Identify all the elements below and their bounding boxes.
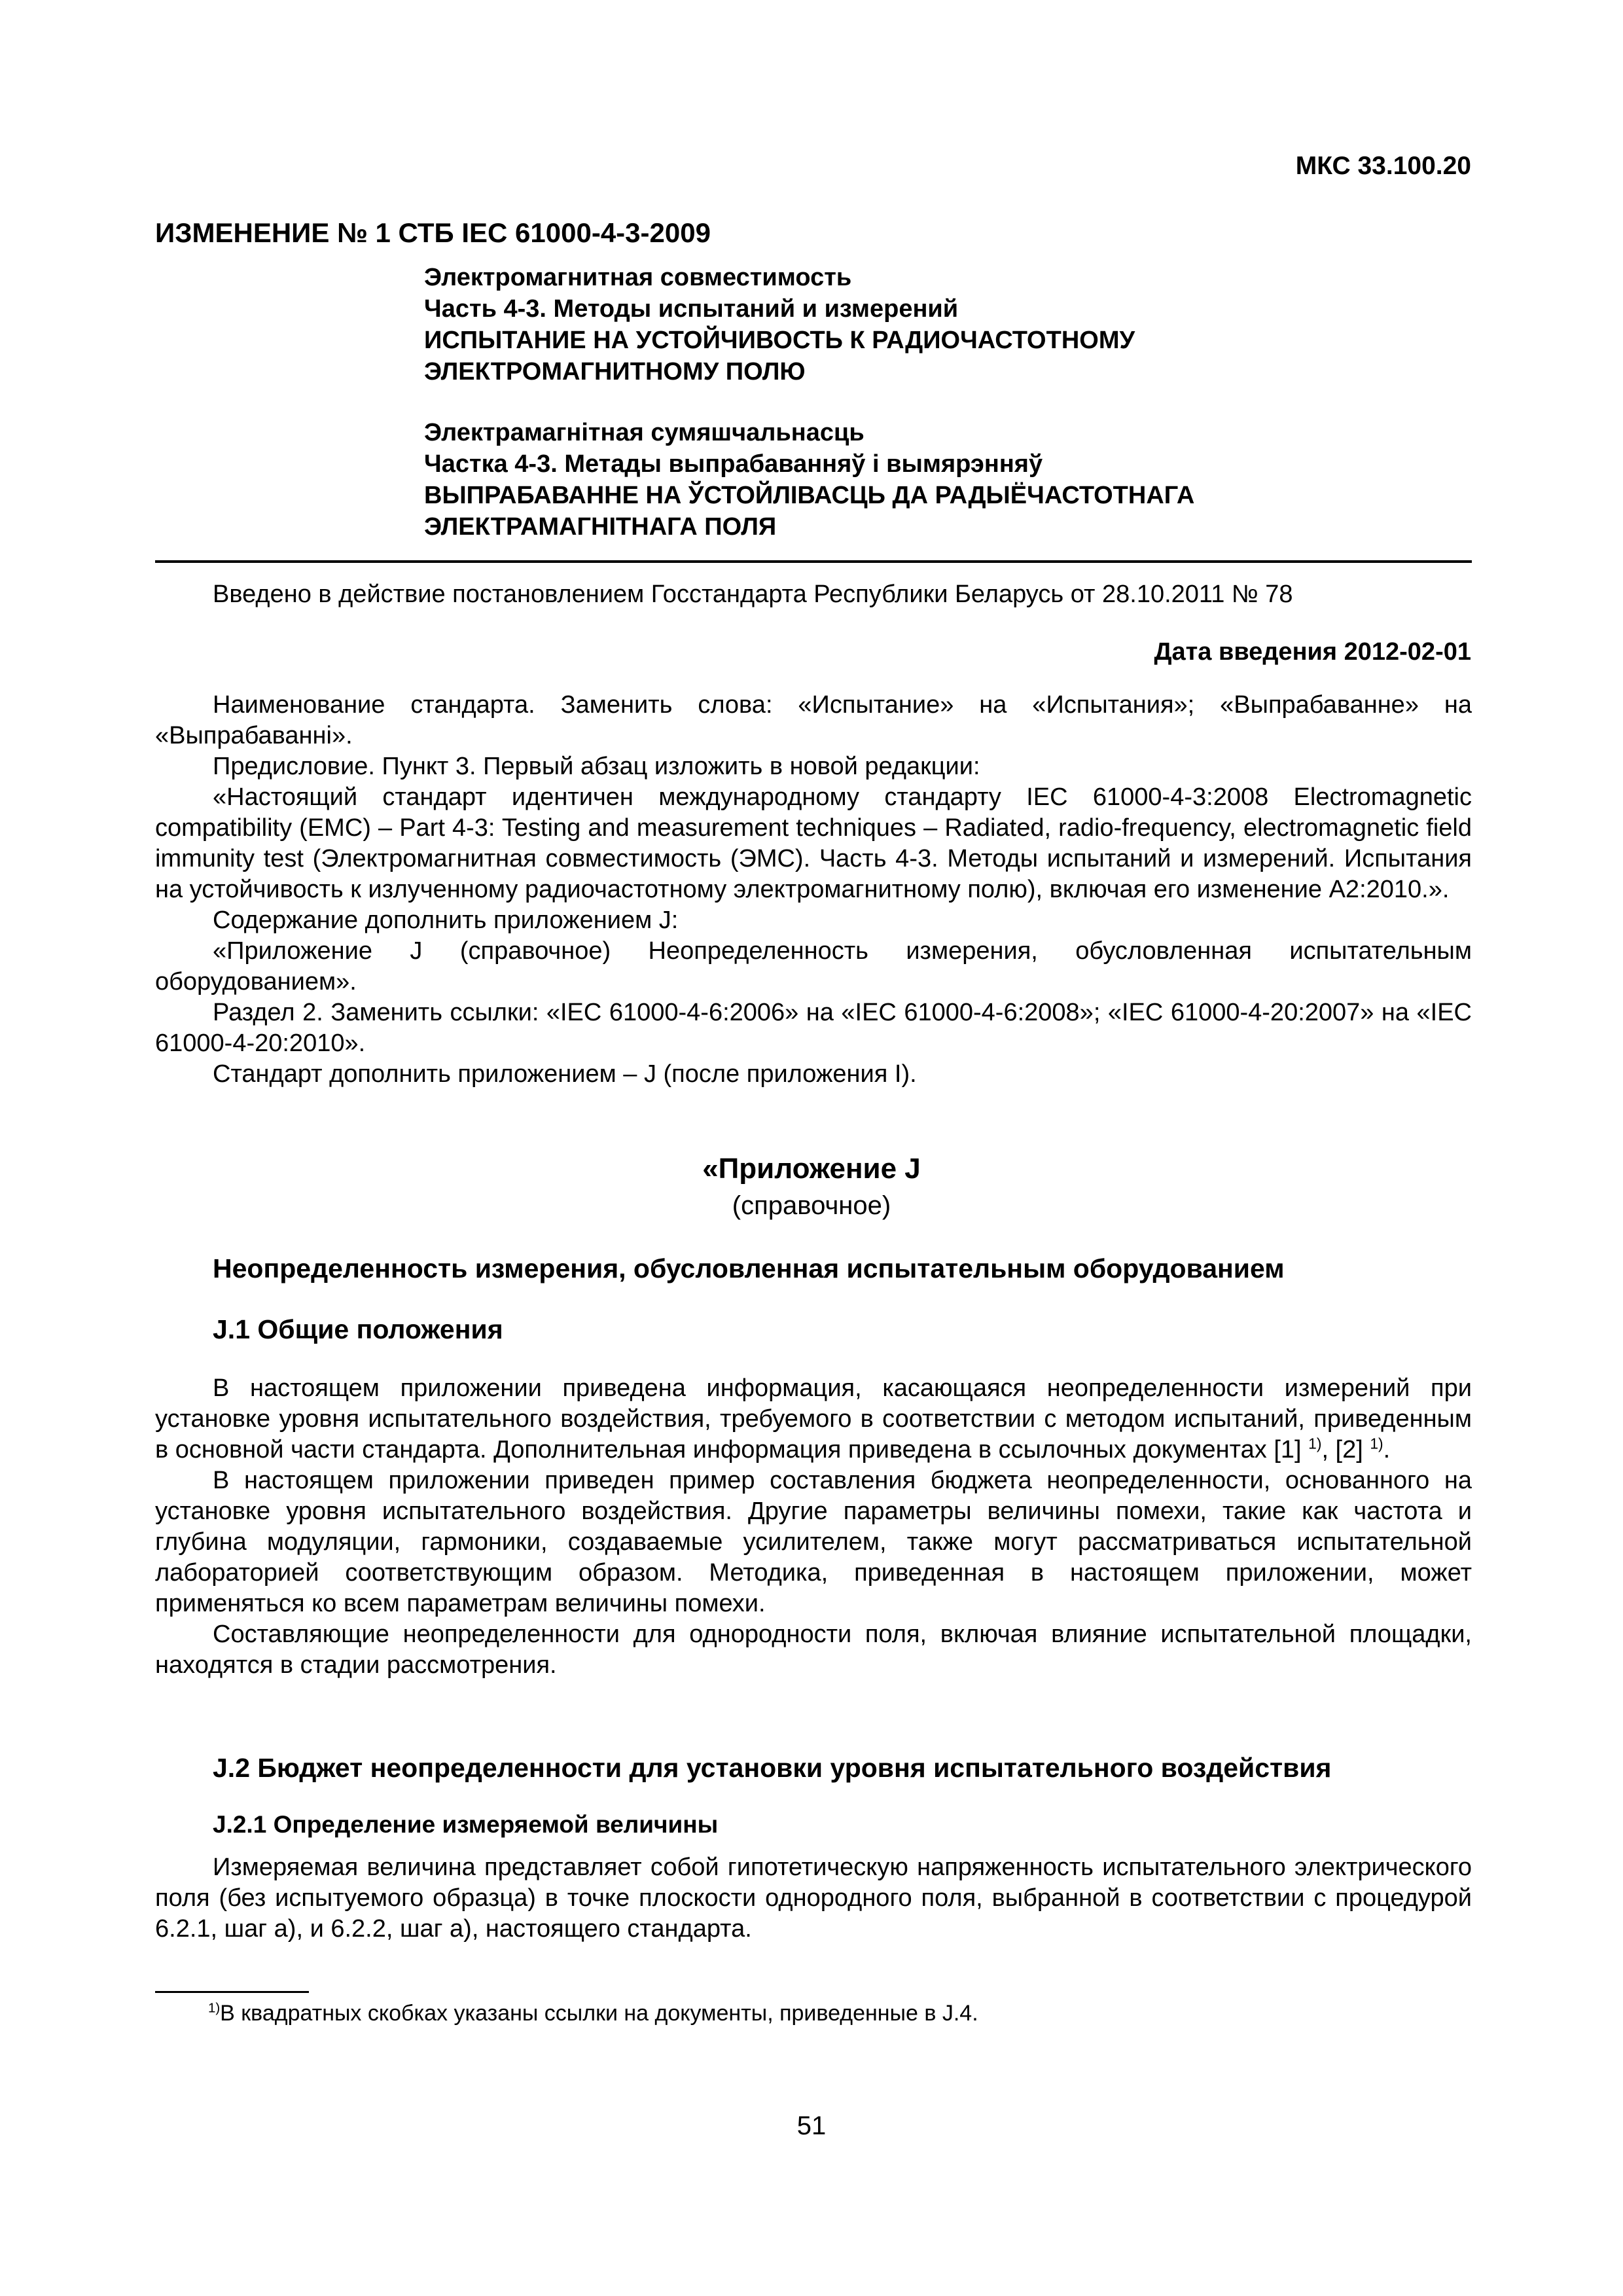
j1-paragraph-1 [155, 1373, 1472, 1465]
amendment-paragraph: Наименование стандарта. Заменить слова: «Испытание» на «Испытания»; «Выпрабаванне» на «Выпрабаванні». [155, 691, 1472, 749]
title-by-line: Частка 4-3. Метады выпрабаванняў і вымярэнняў [424, 450, 1043, 478]
title-ru-line: ЭЛЕКТРОМАГНИТНОМУ ПОЛЮ [424, 358, 806, 386]
section-j21-heading: J.2.1 Определение измеряемой величины [213, 1811, 719, 1838]
mks-code: МКС 33.100.20 [1295, 152, 1471, 180]
title-divider [155, 560, 1472, 563]
amendment-paragraph: «Приложение J (справочное) Неопределенность измерения, обусловленная испытательным оборудованием». [155, 937, 1472, 996]
j1-paragraph-3: Составляющие неопределенности для однородности поля, включая влияние испытательной площадки, находятся в стадии рассмотрения. [155, 1621, 1472, 1679]
title-ru-line: Часть 4-3. Методы испытаний и измерений [424, 295, 959, 323]
j21-paragraph: Измеряемая величина представляет собой гипотетическую напряженность испытательного электрического поля (без испытуемого образца) в точке плоскости однородного поля, выбранной в соответствии с процедурой 6.2.1, шаг а), и 6.2.2, шаг а), настоящего стандарта. [155, 1854, 1472, 1943]
j1-p1-mid: , [2] [1321, 1436, 1363, 1463]
effective-date: Дата введения 2012-02-01 [1154, 638, 1471, 666]
amendment-paragraph: «Настоящий стандарт идентичен международному стандарту IEC 61000-4-3:2008 Electromagnetic compatibility (EMC) – Part 4-3: Testing and measurement techniques – Radiated, radio-frequency, electromagnetic field immunity test (Электромагнитная совместимость (ЭМС). Часть 4-3. Методы испытаний и измерений. Испытания на устойчивость к излученному радиочастотному электромагнитному полю), включая его изменение A2:2010.». [155, 783, 1472, 903]
j1-p1-text: В настоящем приложении приведена информация, касающаяся неопределенности измерений при установке уровня испытательного воздействия, требуемого в соответствии с методом испытаний, приведенным в основной части стандарта. Дополнительная информация приведена в ссылочных документах [1] [155, 1374, 1472, 1463]
intro-paragraph: Введено в действие постановлением Госстандарта Республики Беларусь от 28.10.2011 № 78 [213, 581, 1293, 608]
intro-text [155, 579, 1472, 610]
footnote [208, 2001, 978, 2026]
amendment-paragraph: Содержание дополнить приложением J: [213, 906, 679, 934]
annex-subtitle: (справочное) [732, 1191, 891, 1220]
annex-title: «Приложение J [702, 1153, 921, 1185]
title-by-line: Электрамагнітная сумяшчальнасць [424, 419, 865, 446]
page-number: 51 [796, 2111, 827, 2140]
title-ru-line: ИСПЫТАНИЕ НА УСТОЙЧИВОСТЬ К РАДИОЧАСТОТНОМУ [424, 327, 1135, 354]
section-j2-heading: J.2 Бюджет неопределенности для установки уровня испытательного воздействия [213, 1753, 1332, 1783]
footnote-ref: 1) [1370, 1435, 1383, 1452]
footnote-marker: 1) [208, 2001, 221, 2016]
title-by-line: ЭЛЕКТРАМАГНІТНАГА ПОЛЯ [424, 513, 777, 541]
amendment-title: ИЗМЕНЕНИЕ № 1 СТБ IEC 61000-4-3-2009 [155, 217, 711, 248]
section-j21-body [155, 1852, 1472, 1945]
amendment-paragraph: Предисловие. Пункт 3. Первый абзац изложить в новой редакции: [213, 753, 980, 780]
j1-paragraph-2: В настоящем приложении приведен пример составления бюджета неопределенности, основанного на установке уровня испытательного воздействия. Другие параметры величины помехи, такие как частота и глубина модуляции, гармоники, создаваемые усилителем, также могут рассматриваться испытательной лабораторией соответствующим образом. Методика, приведенная в настоящем приложении, может применяться ко всем параметрам величины помехи. [155, 1467, 1472, 1617]
title-russian [424, 262, 1135, 387]
amendment-paragraph: Раздел 2. Заменить ссылки: «IEC 61000-4-6:2006» на «IEC 61000-4-6:2008»; «IEC 61000-4-20:2007» на «IEC 61000-4-20:2010». [155, 999, 1472, 1057]
annex-heading: Неопределенность измерения, обусловленная испытательным оборудованием [213, 1253, 1285, 1283]
section-j1-body [155, 1373, 1472, 1681]
footnote-ref: 1) [1308, 1435, 1322, 1452]
section-j1-heading: J.1 Общие положения [213, 1314, 503, 1344]
footnote-divider [155, 1991, 309, 1993]
amendments-list [155, 690, 1472, 1090]
footnote-text: В квадратных скобках указаны ссылки на документы, приведенные в J.4. [220, 2001, 978, 2026]
title-ru-line: Электромагнитная совместимость [424, 264, 852, 291]
amendment-paragraph: Стандарт дополнить приложением – J (после приложения I). [213, 1060, 917, 1088]
j1-p1-end: . [1383, 1436, 1391, 1463]
title-by-line: ВЫПРАБАВАННЕ НА ЎСТОЙЛІВАСЦЬ ДА РАДЫЁЧАСТОТНАГА [424, 482, 1195, 509]
title-belarusian [424, 417, 1194, 543]
